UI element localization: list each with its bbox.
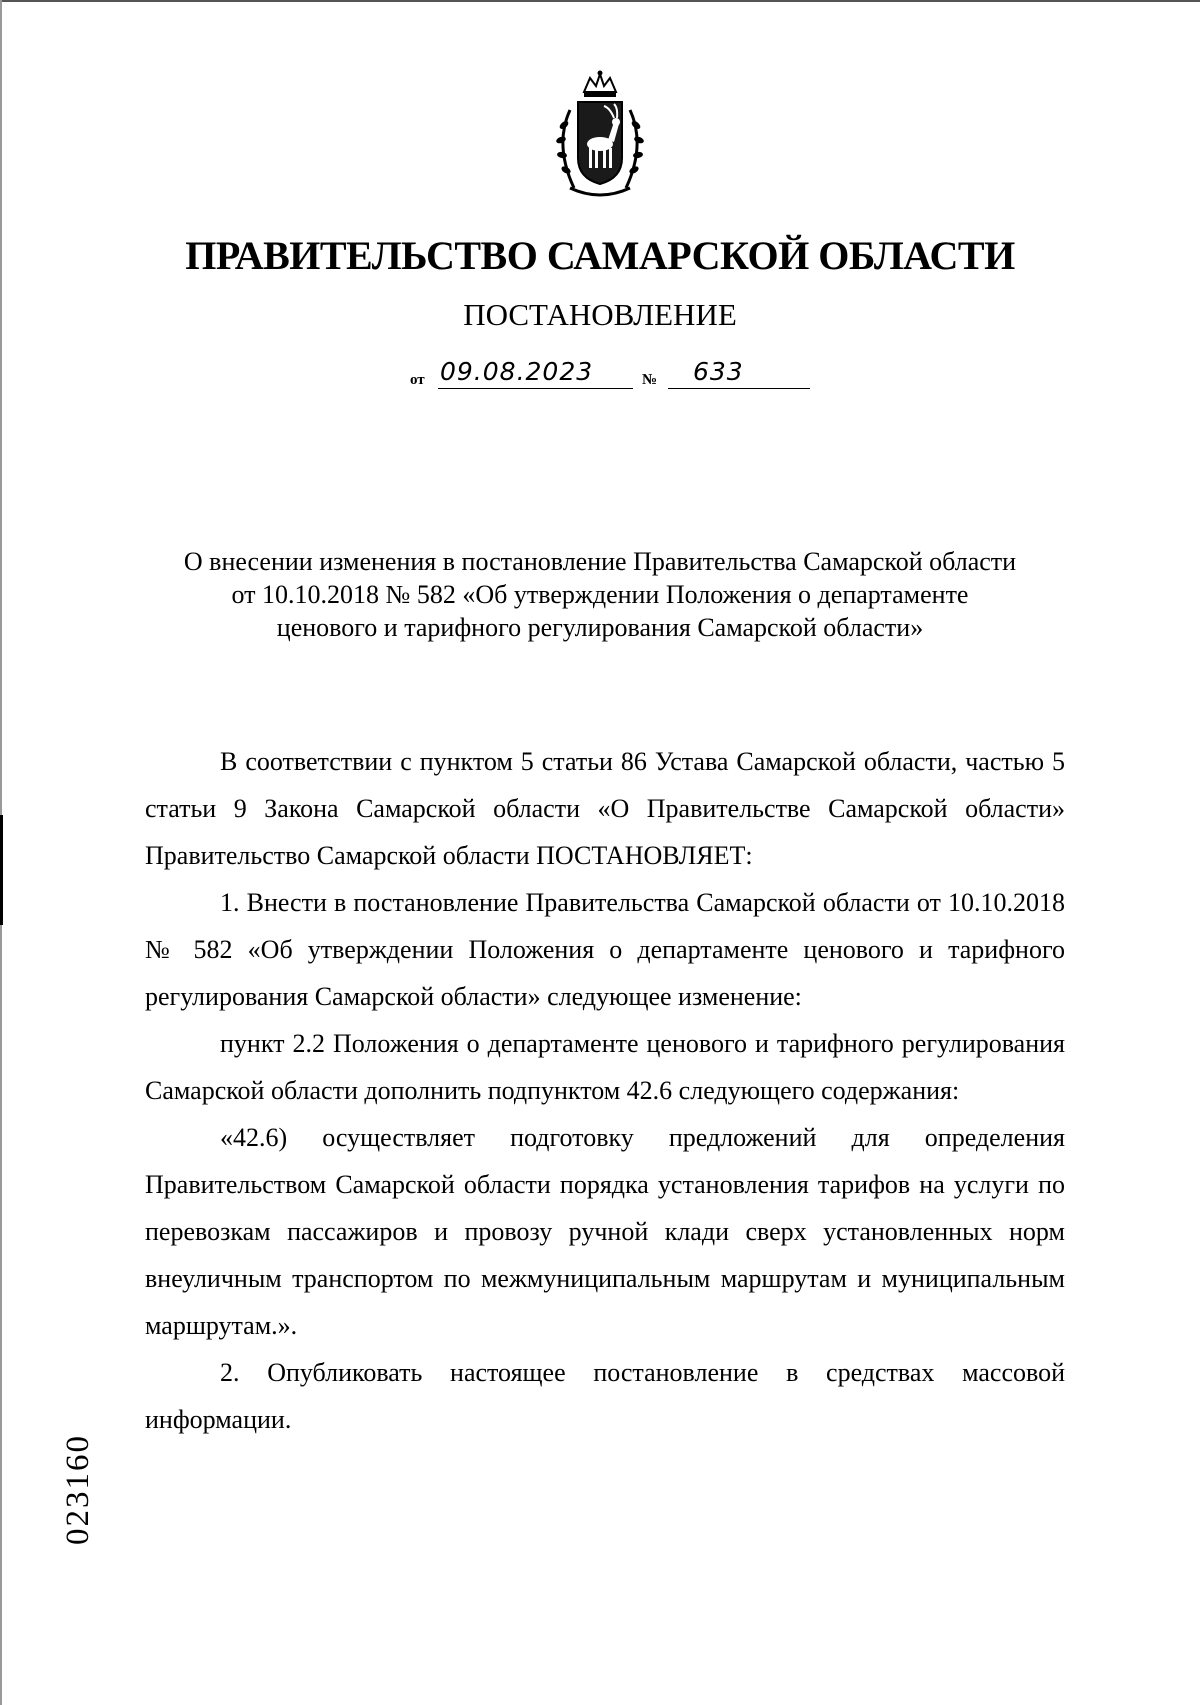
date-underline bbox=[438, 388, 633, 389]
scan-edge-top bbox=[0, 0, 1200, 2]
document-body bbox=[145, 738, 1065, 1443]
date-label: от bbox=[410, 372, 425, 388]
scan-edge-mark bbox=[0, 815, 3, 925]
date-number-line bbox=[410, 355, 810, 395]
body-paragraph-4: «42.6) осуществляет подготовку предложений для определения Правительством Самарской области порядка установления тарифов на услуги по перевозкам пассажиров и провозу ручной клади сверх установленных норм внеуличным транспортом по межмуниципальным маршрутам и муниципальным маршрутам.». bbox=[145, 1123, 1065, 1340]
body-paragraph-1: В соответствии с пунктом 5 статьи 86 Устава Самарской области, частью 5 статьи 9 Закона Самарской области «О Правительстве Самарской области» Правительство Самарской области ПОСТАНОВЛЯЕТ: bbox=[145, 747, 1065, 870]
number-value: 633 bbox=[693, 357, 744, 386]
body-paragraph-3: пункт 2.2 Положения о департаменте ценового и тарифного регулирования Самарской области дополнить подпунктом 42.6 следующего содержания: bbox=[145, 1029, 1065, 1105]
samara-coat-of-arms-icon bbox=[540, 70, 660, 205]
document-subject bbox=[100, 545, 1100, 644]
date-value: 09.08.2023 bbox=[440, 357, 594, 386]
subject-line-1: О внесении изменения в постановление Правительства Самарской области bbox=[183, 547, 1017, 576]
number-label: № bbox=[642, 372, 658, 388]
document-type: ПОСТАНОВЛЕНИЕ bbox=[463, 297, 737, 332]
subject-line-2: от 10.10.2018 № 582 «Об утверждении Положения о департаменте bbox=[231, 580, 969, 609]
subject-line-3: ценового и тарифного регулирования Самарской области» bbox=[276, 613, 924, 642]
side-serial-number: 023160 bbox=[60, 1434, 96, 1545]
body-paragraph-2: 1. Внести в постановление Правительства Самарской области от 10.10.2018 № 582 «Об утверждении Положения о департаменте ценового и тарифного регулирования Самарской области» следующее изменение: bbox=[145, 888, 1065, 1011]
body-paragraph-5: 2. Опубликовать настоящее постановление в средствах массовой информации. bbox=[145, 1358, 1065, 1434]
number-underline bbox=[668, 388, 810, 389]
government-title: ПРАВИТЕЛЬСТВО САМАРСКОЙ ОБЛАСТИ bbox=[185, 233, 1015, 278]
